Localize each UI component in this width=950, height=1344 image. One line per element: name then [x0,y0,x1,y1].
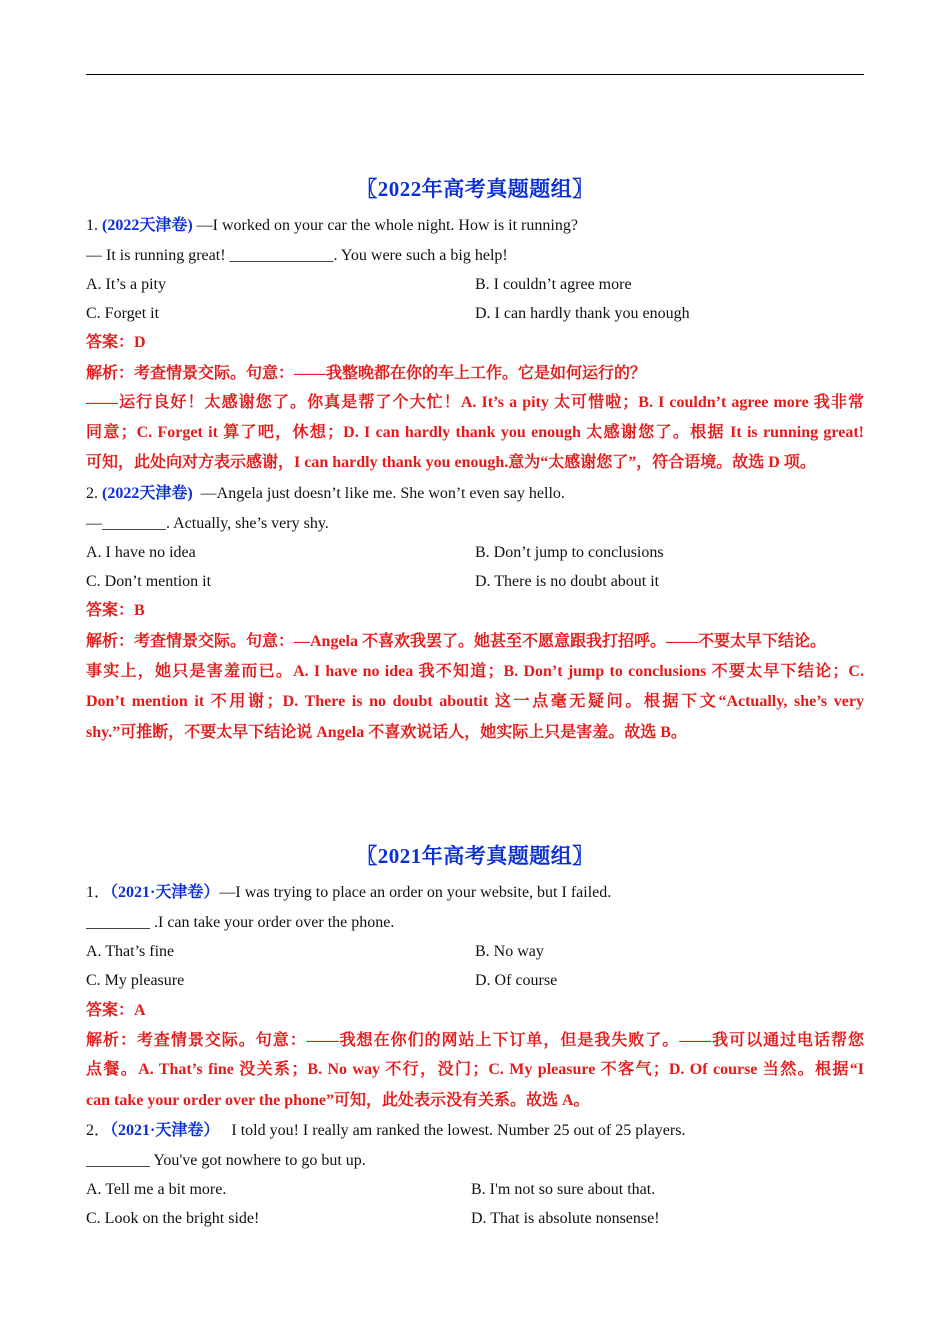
question-2-reply: —________. Actually, she’s very shy. [86,515,329,532]
question-text: I told you! I really am ranked the lowest. Number 25 out of 25 players. [219,1122,686,1139]
answer: 答案：D [86,334,146,351]
analysis-line: 解析：考查情景交际。句意：——我想在你们的网站上下订单，但是我失败了。——我可以通过电话帮您 [86,1032,864,1049]
section-title-2022: 〖2022年高考真题题组〗 [356,177,594,201]
option-c: C. Forget it [86,305,160,322]
question-source: (2022天津卷) [102,485,193,502]
question-text: —I worked on your car the whole night. How is it running? [192,217,578,234]
option-c: C. Don’t mention it [86,573,212,590]
question-2-reply: ________ You've got nowhere to go but up. [86,1152,366,1169]
option-d: D. Of course [475,972,558,989]
analysis-line: 可知，此处向对方表示感谢，I can hardly thank you enough.意为“太感谢您了”，符合语境。故选 D 项。 [86,454,816,471]
question-1-stem [86,883,864,903]
analysis-line: Don’t mention it 不用谢；D. There is no doubt aboutit 这一点毫无疑问。根据下文“Actually, she’s very [86,693,864,710]
question-2-stem [86,1121,864,1141]
question-number: 1． [86,884,111,901]
analysis-line: 解析：考查情景交际。句意：—Angela 不喜欢我罢了。她甚至不愿意跟我打招呼。——不要太早下结论。 [86,633,827,650]
analysis-line: can take your order over the phone”可知，此处表示没有关系。故选 A。 [86,1092,590,1109]
analysis-line: 点餐。A. That’s fine 没关系；B. No way 不行，没门；C. My pleasure 不客气；D. Of course 当然。根据“I [86,1061,864,1078]
option-d: D. I can hardly thank you enough [475,305,690,322]
answer: 答案：A [86,1002,146,1019]
question-text: —Angela just doesn’t like me. She won’t even say hello. [192,485,565,502]
option-b: B. I'm not so sure about that. [471,1181,656,1198]
analysis-line: 解析：考查情景交际。句意：——我整晚都在你的车上工作。它是如何运行的？ [86,365,647,382]
answer: 答案：B [86,602,145,619]
option-a: A. Tell me a bit more. [86,1181,227,1198]
question-1-stem [86,216,864,236]
option-b: B. Don’t jump to conclusions [475,544,664,561]
option-d: D. There is no doubt about it [475,573,660,590]
analysis-line: 同意；C. Forget it 算了吧，休想；D. I can hardly thank you enough 太感谢您了。根据 It is running great! [86,424,864,441]
option-a: A. I have no idea [86,544,196,561]
option-c: C. Look on the bright side! [86,1210,260,1227]
question-text: —I was trying to place an order on your website, but I failed. [219,884,612,901]
option-a: A. It’s a pity [86,276,166,293]
header-rule [86,74,864,75]
question-1-reply: ________ .I can take your order over the phone. [86,914,395,931]
question-source: （2021·天津卷） [110,1122,220,1139]
question-source: （2021·天津卷） [110,884,220,901]
analysis-line: ——运行良好！太感谢您了。你真是帮了个大忙！A. It’s a pity 太可惜啦；B. I couldn’t agree more 我非常 [86,394,864,411]
question-number: 2. [86,485,98,502]
question-2-stem [86,484,864,504]
option-d: D. That is absolute nonsense! [471,1210,660,1227]
analysis-line: shy.”可推断，不要太早下结论说 Angela 不喜欢说话人，她实际上只是害羞。故选 B。 [86,724,687,741]
section-title-2021: 〖2021年高考真题题组〗 [356,844,594,868]
question-1-reply: — It is running great! _____________. You were such a big help! [86,247,508,264]
question-source: (2022天津卷) [102,217,193,234]
option-b: B. No way [475,943,544,960]
question-number: 1. [86,217,98,234]
option-b: B. I couldn’t agree more [475,276,632,293]
option-a: A. That’s fine [86,943,175,960]
option-c: C. My pleasure [86,972,185,989]
question-number: 2． [86,1122,111,1139]
analysis-line: 事实上，她只是害羞而已。A. I have no idea 我不知道；B. Don’t jump to conclusions 不要太早下结论；C. [86,663,864,680]
